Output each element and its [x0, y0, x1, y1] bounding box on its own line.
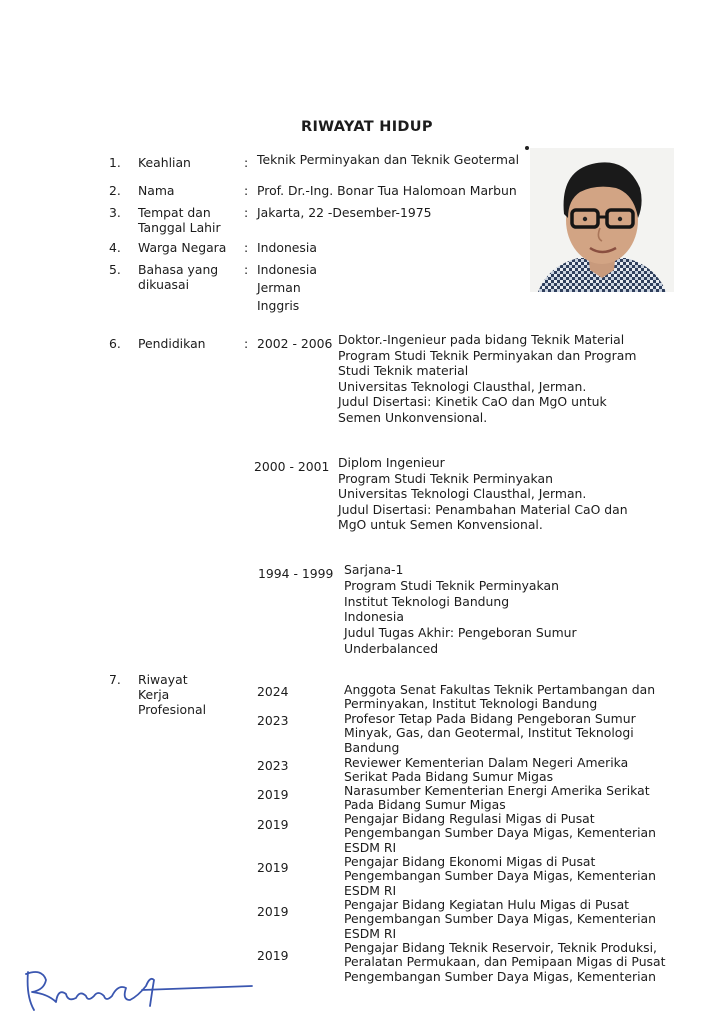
- work-details: [344, 898, 656, 941]
- detail-line: Bandung: [344, 739, 400, 755]
- work-year: 2019: [257, 817, 289, 832]
- detail-line: Diplom Ingenieur: [338, 455, 445, 470]
- detail-line: Program Studi Teknik Perminyakan: [344, 577, 559, 593]
- item-label: [138, 672, 206, 717]
- detail-line: Pengajar Bidang Kegiatan Hulu Migas di Pusat: [344, 897, 630, 912]
- profile-photo: [530, 148, 674, 292]
- detail-line: Judul Disertasi: Kinetik CaO dan MgO untuk: [338, 394, 607, 409]
- item-label-line: Bahasa yang: [138, 262, 219, 277]
- education-years: 2002 - 2006: [257, 336, 333, 351]
- detail-line: Pengajar Bidang Regulasi Migas di Pusat: [344, 811, 595, 826]
- detail-line: Minyak, Gas, dan Geotermal, Institut Teknologi: [344, 725, 634, 741]
- item-number: 2.: [109, 183, 121, 198]
- item-value: Indonesia: [257, 240, 317, 255]
- education-details: [344, 562, 577, 657]
- detail-line: Universitas Teknologi Clausthal, Jerman.: [338, 378, 587, 394]
- item-label-line: Tanggal Lahir: [138, 220, 221, 235]
- education-details: [338, 455, 628, 533]
- item-colon: :: [244, 205, 249, 220]
- work-year: 2024: [257, 684, 289, 699]
- item-value: Prof. Dr.-Ing. Bonar Tua Halomoan Marbun: [257, 183, 517, 198]
- education-years: 2000 - 2001: [254, 459, 330, 474]
- item-label: [138, 205, 221, 235]
- work-year: 2019: [257, 948, 289, 963]
- work-details: [344, 812, 656, 855]
- detail-line: Doktor.-Ingenieur pada bidang Teknik Material: [338, 332, 625, 347]
- item-number: 5.: [109, 262, 121, 277]
- detail-line: Judul Disertasi: Penambahan Material CaO dan: [338, 501, 628, 517]
- item-label: [138, 262, 218, 292]
- item-label-line: dikuasai: [138, 277, 190, 292]
- item-number: 6.: [109, 336, 121, 351]
- detail-line: Semen Unkonvensional.: [338, 409, 488, 425]
- detail-line: Pengembangan Sumber Daya Migas, Kementerian: [344, 911, 656, 927]
- item-label: Pendidikan: [138, 336, 206, 351]
- work-details: [344, 683, 655, 712]
- education-details: [338, 332, 636, 425]
- detail-line: Sarjana-1: [344, 562, 404, 577]
- item-value: Inggris: [257, 298, 300, 313]
- document-title: RIWAYAT HIDUP: [301, 119, 433, 135]
- item-colon: :: [244, 262, 249, 277]
- item-label-line: Tempat dan: [138, 205, 211, 220]
- item-label: Keahlian: [138, 155, 191, 170]
- item-number: 7.: [109, 672, 121, 687]
- work-year: 2019: [257, 787, 289, 802]
- detail-line: Pengembangan Sumber Daya Migas, Kementerian: [344, 825, 656, 841]
- work-year: 2019: [257, 860, 289, 875]
- item-colon: :: [244, 183, 249, 198]
- work-details: [344, 756, 628, 785]
- work-details: [344, 784, 650, 813]
- work-year: 2023: [257, 758, 289, 773]
- detail-line: MgO untuk Semen Konvensional.: [338, 517, 543, 532]
- item-label: Nama: [138, 183, 175, 198]
- detail-line: Pengajar Bidang Ekonomi Migas di Pusat: [344, 854, 596, 869]
- work-year: 2023: [257, 713, 289, 728]
- detail-line: Serikat Pada Bidang Sumur Migas: [344, 769, 554, 785]
- detail-line: Judul Tugas Akhir: Pengeboran Sumur: [344, 625, 577, 641]
- detail-line: Peralatan Permukaan, dan Pemipaan Migas di Pusat: [344, 954, 666, 970]
- detail-line: Program Studi Teknik Perminyakan: [338, 470, 553, 486]
- item-number: 3.: [109, 205, 121, 220]
- item-number: 4.: [109, 240, 121, 255]
- detail-line: ESDM RI: [344, 839, 397, 855]
- detail-line: Pengembangan Sumber Daya Migas, Kementerian: [344, 968, 656, 984]
- detail-line: Underbalanced: [344, 640, 439, 656]
- detail-line: Reviewer Kementerian Dalam Negeri Amerika: [344, 755, 629, 770]
- detail-line: ESDM RI: [344, 925, 397, 941]
- work-details: [344, 855, 656, 898]
- detail-line: Program Studi Teknik Perminyakan dan Program: [338, 347, 637, 363]
- detail-line: Pada Bidang Sumur Migas: [344, 797, 506, 813]
- item-colon: :: [244, 336, 249, 351]
- detail-line: ESDM RI: [344, 882, 397, 898]
- work-details: [344, 712, 636, 755]
- detail-line: Universitas Teknologi Clausthal, Jerman.: [338, 486, 587, 501]
- item-value: Jakarta, 22 -Desember-1975: [257, 205, 432, 220]
- detail-line: Institut Teknologi Bandung: [344, 593, 510, 609]
- item-label-line: Riwayat: [138, 672, 188, 687]
- item-colon: :: [244, 155, 249, 170]
- item-colon: :: [244, 240, 249, 255]
- detail-line: Narasumber Kementerian Energi Amerika Serikat: [344, 783, 650, 798]
- item-value: Jerman: [257, 280, 301, 295]
- detail-line: Studi Teknik material: [338, 363, 469, 378]
- work-details: [344, 941, 665, 984]
- detail-line: Profesor Tetap Pada Bidang Pengeboran Sumur: [344, 711, 636, 726]
- item-value: Indonesia: [257, 262, 317, 277]
- detail-line: Perminyakan, Institut Teknologi Bandung: [344, 696, 598, 712]
- work-year: 2019: [257, 904, 289, 919]
- item-label: Warga Negara: [138, 240, 227, 255]
- item-number: 1.: [109, 155, 121, 170]
- detail-line: Indonesia: [344, 609, 404, 625]
- item-value: Teknik Perminyakan dan Teknik Geotermal: [257, 152, 520, 167]
- item-label-line: Kerja: [138, 687, 170, 702]
- signature-mark: [22, 966, 257, 1016]
- item-label-line: Profesional: [138, 702, 207, 717]
- education-years: 1994 - 1999: [258, 566, 334, 581]
- detail-line: Pengembangan Sumber Daya Migas, Kementerian: [344, 868, 656, 884]
- detail-line: Anggota Senat Fakultas Teknik Pertambangan dan: [344, 682, 656, 697]
- detail-line: Pengajar Bidang Teknik Reservoir, Teknik Produksi,: [344, 940, 657, 955]
- ink-dot: [525, 146, 529, 150]
